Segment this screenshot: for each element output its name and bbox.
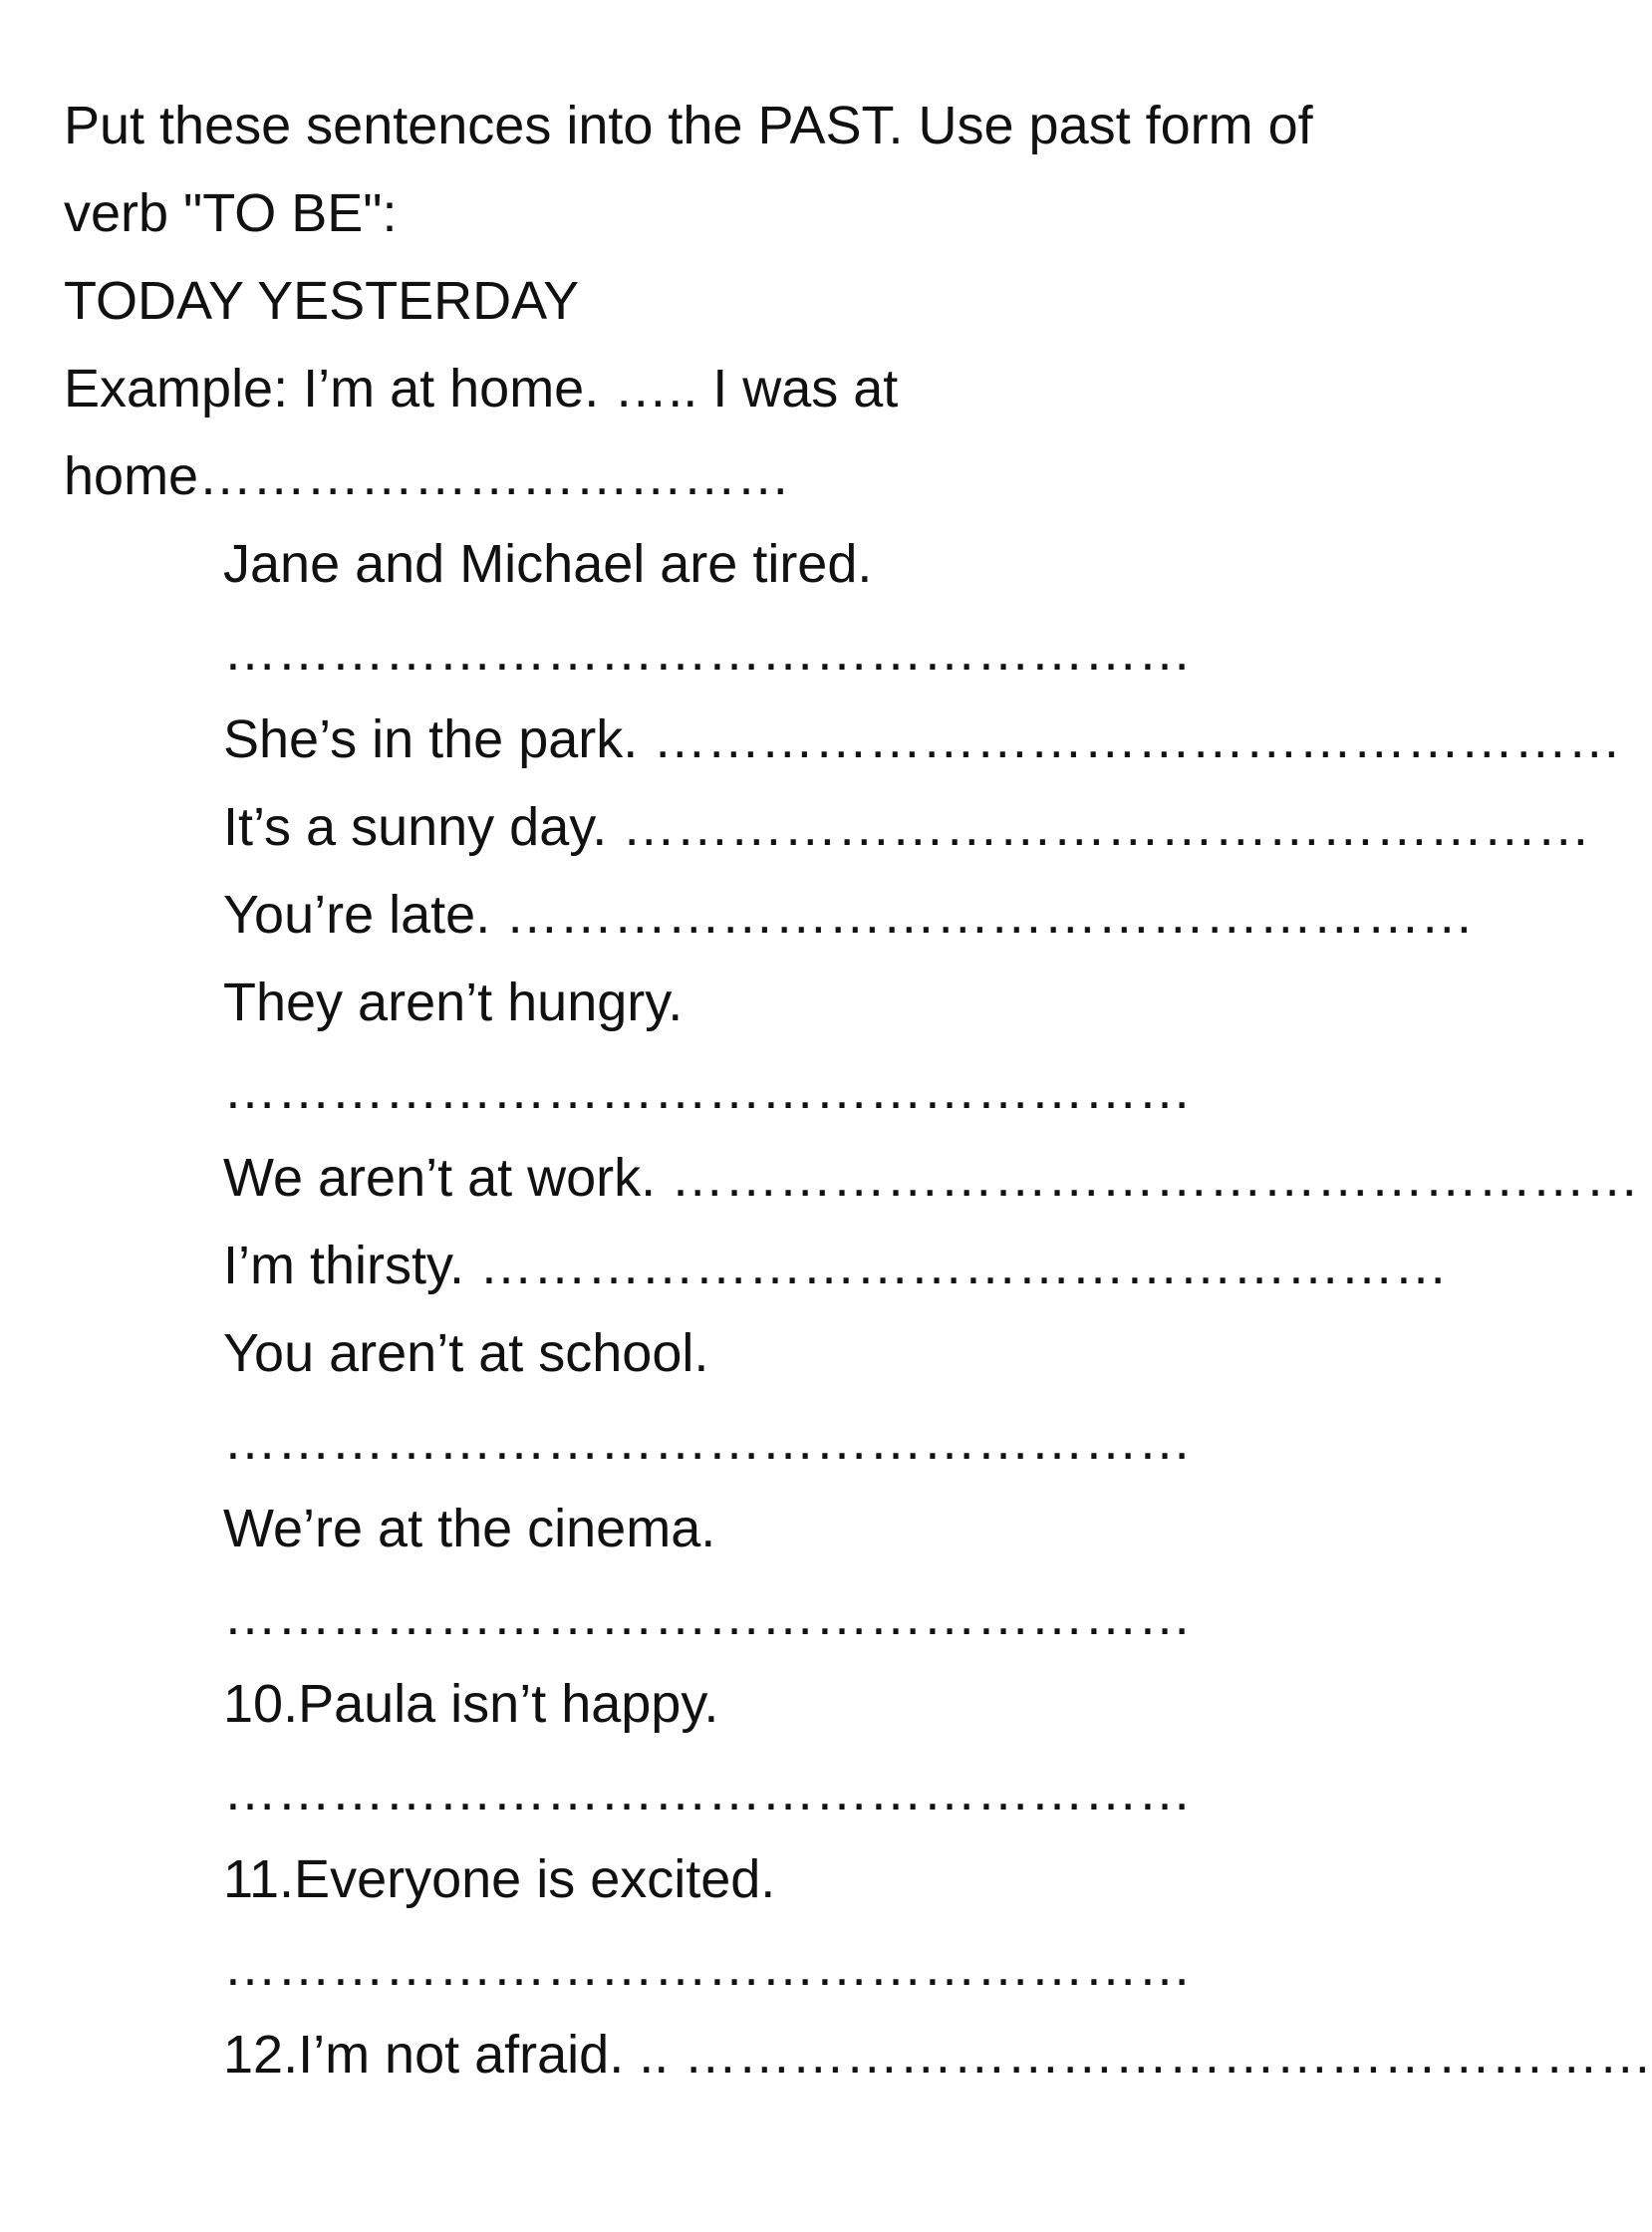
exercise-prompt-3: It’s a sunny day. ……………………………………………… xyxy=(223,797,1591,857)
answer-blank-5: ……………………………………………… xyxy=(223,1060,1192,1120)
exercise-prompt-10: 10.Paula isn’t happy. xyxy=(223,1674,719,1734)
exercise-prompt-8: You aren’t at school. xyxy=(223,1323,709,1383)
exercise-prompt-4: You’re late. ……………………………………………… xyxy=(223,885,1475,945)
example-line-2: home…………………………… xyxy=(64,446,791,506)
answer-blank-10: ……………………………………………… xyxy=(223,1762,1192,1821)
answer-blank-9: ……………………………………………… xyxy=(223,1586,1192,1646)
instruction-line-1: Put these sentences into the PAST. Use past form of xyxy=(64,96,1313,155)
exercise-prompt-2: She’s in the park. ……………………………………………… xyxy=(223,709,1622,769)
column-headings: TODAY YESTERDAY xyxy=(64,271,580,331)
example-line-1: Example: I’m at home. ….. I was at xyxy=(64,359,899,418)
exercise-prompt-1: Jane and Michael are tired. xyxy=(223,534,873,594)
answer-blank-11: ……………………………………………… xyxy=(223,1937,1192,1997)
exercise-prompt-5: They aren’t hungry. xyxy=(223,973,684,1032)
exercise-prompt-12: 12.I’m not afraid. .. ……………………………………………… xyxy=(223,2025,1652,2085)
exercise-prompt-6: We aren’t at work. ……………………………………………… xyxy=(223,1148,1640,1208)
worksheet-lines xyxy=(64,82,1652,2098)
instruction-line-2: verb "TO BE": xyxy=(64,183,398,243)
exercise-prompt-7: I’m thirsty. ……………………………………………… xyxy=(223,1236,1449,1295)
exercise-prompt-11: 11.Everyone is excited. xyxy=(223,1849,776,1909)
answer-blank-8: ……………………………………………… xyxy=(223,1411,1192,1471)
answer-blank-1: ……………………………………………… xyxy=(223,622,1192,682)
exercise-prompt-9: We’re at the cinema. xyxy=(223,1499,716,1558)
